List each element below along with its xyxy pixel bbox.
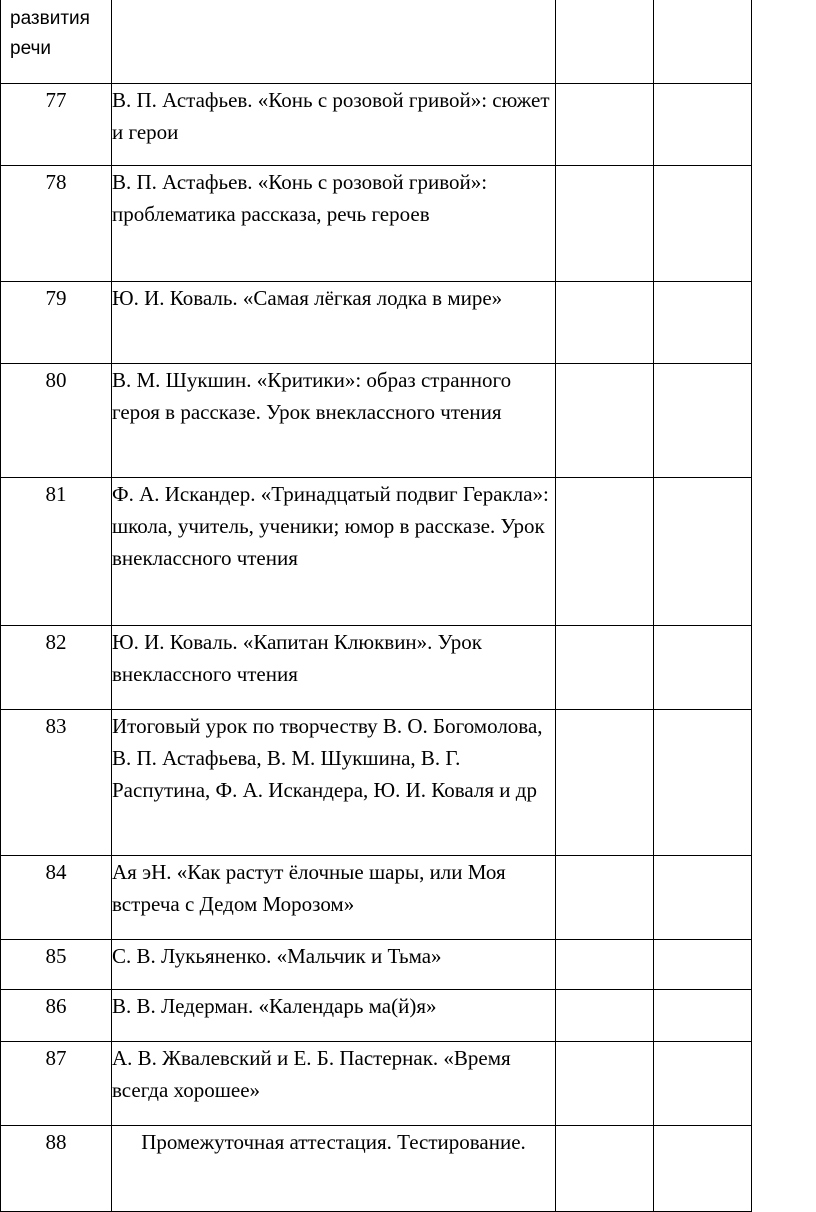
table-row xyxy=(1,1126,752,1212)
date-cell xyxy=(654,282,752,364)
date-cell xyxy=(654,856,752,940)
table-row xyxy=(1,856,752,940)
lesson-topic-cell: С. В. Лукьяненко. «Мальчик и Тьма» xyxy=(112,940,556,990)
lesson-topic-cell: В. М. Шукшин. «Критики»: образ странного героя в рассказе. Урок внеклассного чтения xyxy=(112,364,556,478)
lesson-number-cell: 87 xyxy=(1,1042,112,1126)
date-cell xyxy=(654,710,752,856)
lesson-number-cell: 77 xyxy=(1,84,112,166)
date-cell xyxy=(654,364,752,478)
lesson-topic-cell: В. П. Астафьев. «Конь с розовой гривой»: проблематика рассказа, речь героев xyxy=(112,166,556,282)
lesson-topic-cell: Ф. А. Искандер. «Тринадцатый подвиг Геракла»: школа, учитель, ученики; юмор в рассказе. Урок внеклассного чтения xyxy=(112,478,556,626)
lesson-number-cell: 82 xyxy=(1,626,112,710)
hours-cell xyxy=(556,1126,654,1212)
lesson-number-cell: 80 xyxy=(1,364,112,478)
lesson-topic-cell: А. В. Жвалевский и Е. Б. Пастернак. «Время всегда хорошее» xyxy=(112,1042,556,1126)
hours-cell xyxy=(556,478,654,626)
hours-cell xyxy=(556,1042,654,1126)
lesson-number-cell: 78 xyxy=(1,166,112,282)
date-cell xyxy=(654,84,752,166)
lesson-number-cell: 85 xyxy=(1,940,112,990)
hours-cell xyxy=(556,84,654,166)
lesson-number-cell: развития речи xyxy=(1,0,112,84)
lesson-topic-cell: Промежуточная аттестация. Тестирование. xyxy=(112,1126,556,1212)
table-row xyxy=(1,166,752,282)
date-cell xyxy=(654,940,752,990)
lesson-number-cell: 79 xyxy=(1,282,112,364)
table-row xyxy=(1,940,752,990)
lesson-number-cell: 88 xyxy=(1,1126,112,1212)
table-row xyxy=(1,364,752,478)
lesson-topic-cell: Итоговый урок по творчеству В. О. Богомолова, В. П. Астафьева, В. М. Шукшина, В. Г. Распутина, Ф. А. Искандера, Ю. И. Коваля и др xyxy=(112,710,556,856)
lesson-topic-cell: В. П. Астафьев. «Конь с розовой гривой»: сюжет и герои xyxy=(112,84,556,166)
table-row xyxy=(1,478,752,626)
lesson-number-cell: 81 xyxy=(1,478,112,626)
lesson-topic-cell: В. В. Ледерман. «Календарь ма(й)я» xyxy=(112,990,556,1042)
hours-cell xyxy=(556,710,654,856)
date-cell xyxy=(654,0,752,84)
date-cell xyxy=(654,990,752,1042)
hours-cell xyxy=(556,990,654,1042)
lesson-topic-cell xyxy=(112,0,556,84)
table-row xyxy=(1,84,752,166)
hours-cell xyxy=(556,166,654,282)
table-row xyxy=(1,282,752,364)
lesson-number-cell: 84 xyxy=(1,856,112,940)
date-cell xyxy=(654,1126,752,1212)
lesson-number-cell: 86 xyxy=(1,990,112,1042)
hours-cell xyxy=(556,856,654,940)
hours-cell xyxy=(556,940,654,990)
table-body xyxy=(1,0,752,1212)
lesson-topic-cell: Ю. И. Коваль. «Капитан Клюквин». Урок внеклассного чтения xyxy=(112,626,556,710)
table-row xyxy=(1,990,752,1042)
hours-cell xyxy=(556,0,654,84)
lesson-topic-cell: Ая эН. «Как растут ёлочные шары, или Моя встреча с Дедом Морозом» xyxy=(112,856,556,940)
date-cell xyxy=(654,1042,752,1126)
table-row xyxy=(1,0,752,84)
date-cell xyxy=(654,478,752,626)
hours-cell xyxy=(556,364,654,478)
table-row xyxy=(1,1042,752,1126)
hours-cell xyxy=(556,626,654,710)
lesson-number-cell: 83 xyxy=(1,710,112,856)
lesson-topic-cell: Ю. И. Коваль. «Самая лёгкая лодка в мире» xyxy=(112,282,556,364)
hours-cell xyxy=(556,282,654,364)
table-row xyxy=(1,710,752,856)
date-cell xyxy=(654,166,752,282)
date-cell xyxy=(654,626,752,710)
table-row xyxy=(1,626,752,710)
